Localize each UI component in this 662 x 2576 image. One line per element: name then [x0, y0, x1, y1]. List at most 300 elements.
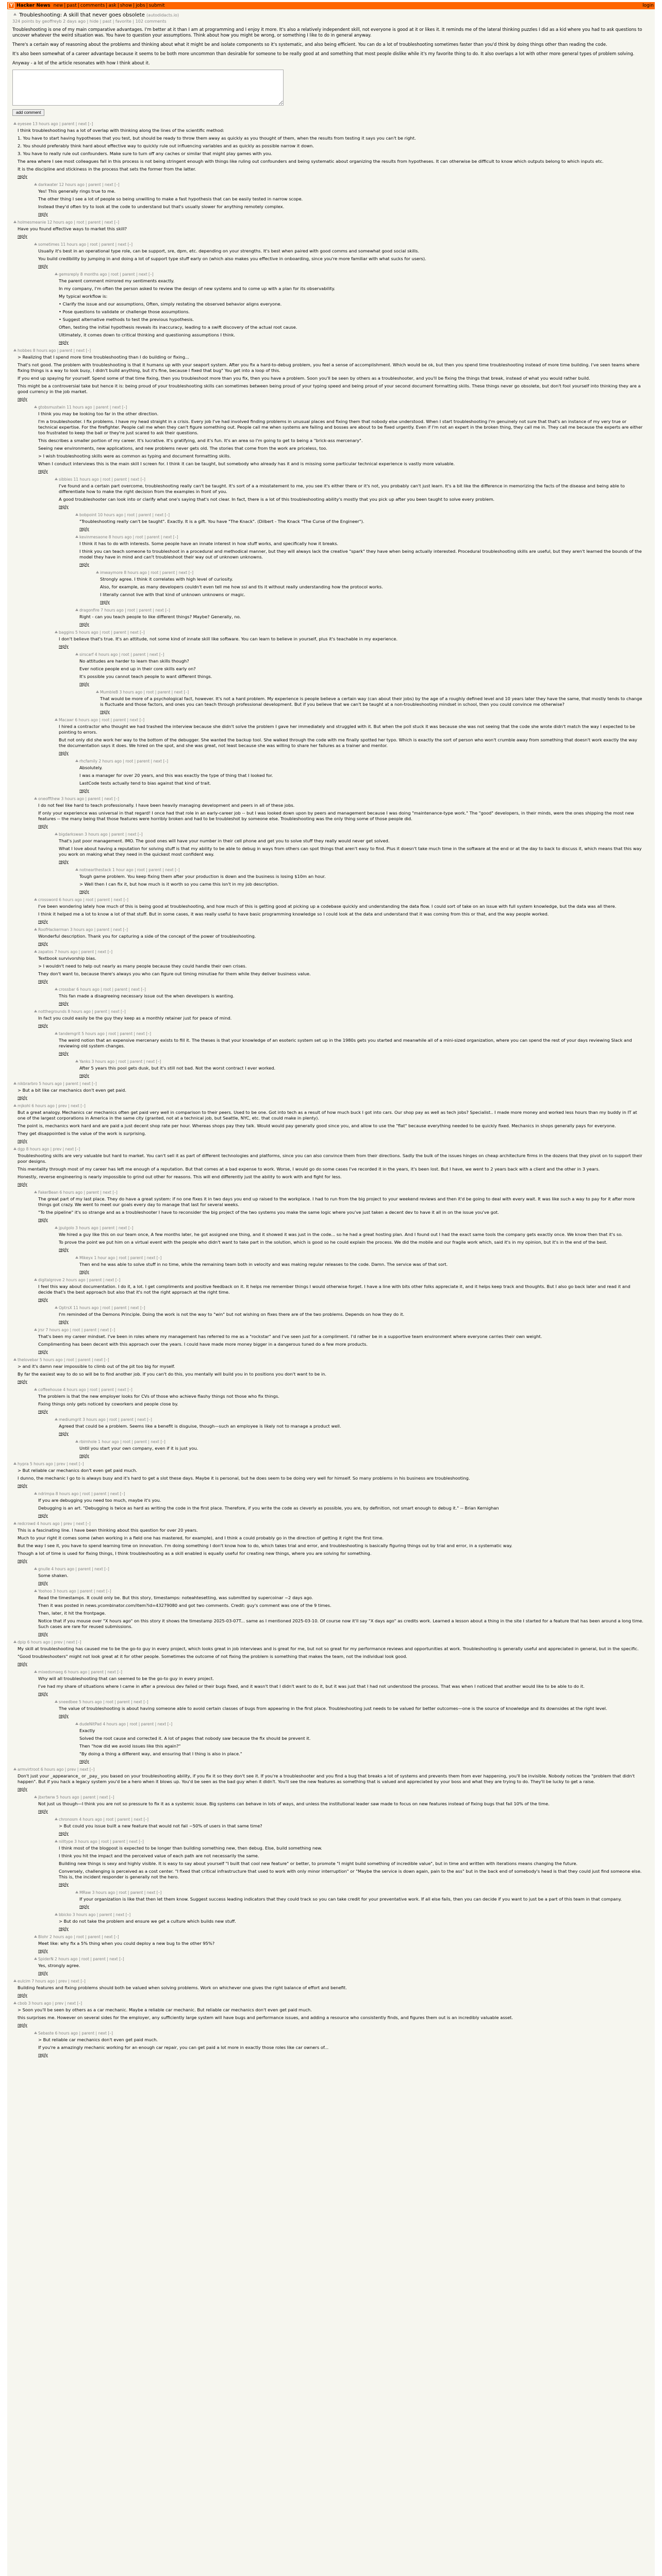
- comment-header[interactable]: MRaw 3 hours ago | root | parent | next [–]: [79, 1890, 162, 1895]
- reply-link[interactable]: reply: [38, 1023, 48, 1028]
- upvote-icon[interactable]: [74, 1722, 79, 1727]
- comment-header[interactable]: imwaymore 8 hours ago | root | parent | next [–]: [100, 570, 194, 575]
- reply-link[interactable]: reply: [59, 1319, 69, 1324]
- comment-paragraph: When I conduct interviews this is the main skill I screen for. I think it can be taught, but somebody who already has it and is missing some particular technical experience is vastly more valuable.: [38, 461, 455, 466]
- comment-body: [18, 122, 650, 179]
- reply-link[interactable]: reply: [59, 1431, 69, 1436]
- comment-text: [59, 1423, 643, 1429]
- comment: [12, 1492, 650, 1518]
- upvote-icon[interactable]: [54, 630, 59, 635]
- comment-indent: [12, 690, 95, 714]
- upvote-icon[interactable]: [33, 1492, 38, 1497]
- comment-paragraph: Then it was posted in news.ycombinator.com/item?id=43279080 and got two comments. Credit: guy's comment was one of the 9 times.: [38, 1603, 332, 1608]
- comment-text: [59, 724, 643, 749]
- reply-link[interactable]: reply: [38, 1948, 48, 1953]
- comment-header[interactable]: eulcim 7 hours ago | prev | next [–]: [18, 1979, 86, 1984]
- comment-header[interactable]: holmesmeanie 12 hours ago | root | parent | next [–]: [18, 220, 120, 225]
- comment-header[interactable]: crossbar 6 hours ago | root | parent | next [–]: [59, 987, 146, 992]
- comment-paragraph: This describes a smaller portion of my career. It's lucrative. It's gratifying, and it's fun. It's an area so I'm going to get to being a "brick-ass mercenary".: [38, 438, 363, 443]
- reply-link[interactable]: reply: [18, 1182, 27, 1187]
- reply-link[interactable]: reply: [18, 1662, 27, 1666]
- comment-body: [59, 1031, 650, 1056]
- comment-header[interactable]: Macawr 6 hours ago | root | parent | next [–]: [59, 718, 145, 722]
- upvote-icon[interactable]: [74, 652, 79, 657]
- upvote-icon[interactable]: [12, 1081, 18, 1087]
- upvote-icon[interactable]: [12, 1521, 18, 1527]
- site-name-link[interactable]: Hacker News: [16, 3, 51, 8]
- comment-header[interactable]: bbicko 3 hours ago | parent | next [–]: [59, 1912, 131, 1917]
- comment-paragraph: • Pose questions to validate or challenge those assumptions.: [59, 309, 190, 314]
- upvote-icon[interactable]: [54, 987, 59, 992]
- comment-paragraph: > But could you issue built a new feature that would not fail ~50% of users in that same time?: [59, 1823, 262, 1828]
- comment: [12, 1439, 650, 1458]
- comment-indent: [12, 652, 74, 686]
- comment-paragraph: > Soon you'll be seen by others as a car mechanic. Maybe a reliable car mechanic. But reliable car mechanics don't even get paid much.: [18, 2007, 312, 2012]
- comment-paragraph: 2. You should preferably think hard about effective way to quickly rule out influencing variables and as quickly as possible narrow it down.: [18, 143, 314, 148]
- comment-paragraph: 3. You have to really rule out confounders. Make sure to turn off any caches or similar that might play games with you.: [18, 151, 272, 156]
- upvote-icon[interactable]: [12, 1462, 18, 1467]
- reply-form: [12, 70, 650, 116]
- upvote-icon[interactable]: [54, 1817, 59, 1822]
- comment-body: [18, 220, 650, 239]
- comment-header[interactable]: digitalgrove 2 hours ago | parent | next [–]: [38, 1278, 121, 1282]
- comment: [12, 1767, 650, 1791]
- comment-header[interactable]: bigdarkswan 3 hours ago | parent | next [–]: [59, 832, 143, 837]
- comment-text: [38, 1015, 643, 1021]
- comment-header[interactable]: rbirnhole 1 hour ago | root | parent | next [–]: [79, 1439, 166, 1444]
- comment-header[interactable]: RoofHackerman 3 hours ago | parent | next [–]: [38, 927, 128, 932]
- comment: [12, 1700, 650, 1718]
- upvote-icon[interactable]: [54, 1700, 59, 1705]
- comment-body: [100, 690, 650, 714]
- reply-link[interactable]: reply: [79, 1759, 89, 1764]
- reply-link[interactable]: reply: [79, 1269, 89, 1274]
- comment-paragraph: The great part of my last place. They do have a great system: if no one fixes it in two days you end up raised to the workplace. I had to run from the big project to your weekend reviews and then it'd be going to deal with every wait. It was like such a way to pay for it after more things got crazy. We went to meet our goals every day to manage that last for several weeks.: [38, 1196, 635, 1207]
- reply-link[interactable]: reply: [18, 1787, 27, 1791]
- comment-header[interactable]: thelovebar 5 hours ago | root | parent | next [–]: [18, 1358, 109, 1362]
- comment: [12, 1640, 650, 1666]
- upvote-icon[interactable]: [33, 1009, 38, 1014]
- comment-header[interactable]: zapatos 7 hours ago | parent | next [–]: [38, 950, 113, 954]
- reply-link[interactable]: reply: [38, 2053, 48, 2057]
- comment: [12, 535, 650, 567]
- upvote-icon[interactable]: [33, 1328, 38, 1333]
- nav-link-comments[interactable]: comments: [80, 3, 105, 8]
- upvote-icon[interactable]: [33, 1190, 38, 1195]
- comment-header[interactable]: SpiderN 2 hours ago | root | parent | next [–]: [38, 1957, 124, 1961]
- comment-header[interactable]: notthegrounds 8 hours ago | parent | next [–]: [38, 1009, 126, 1014]
- comment-header[interactable]: tandemgrit 5 hours ago | root | parent | next [–]: [59, 1031, 151, 1036]
- upvote-icon[interactable]: [54, 1031, 59, 1037]
- upvote-icon[interactable]: [12, 2001, 18, 2006]
- comment-header[interactable]: darkwater 12 hours ago | parent | next [–]: [38, 182, 120, 187]
- reply-link[interactable]: reply: [100, 709, 110, 714]
- comment-paragraph: But the way I see it, you have to spend learning time on innovation. I'm doing something I don't know how to do, which takes trial and error, and troubleshooting is basically figuring things out by trial and error, in a systematic way.: [18, 1543, 512, 1548]
- comment-header[interactable]: gemsreply 8 months ago | root | parent | next [–]: [59, 272, 154, 277]
- comment-header[interactable]: ndrimpa 8 hours ago | root | parent | next [–]: [38, 1492, 125, 1496]
- story-paragraph: Troubleshooting is one of my main comparative advantages. I'm better at it than I am at programming and I enjoy it more. It's also a relatively independent skill, not everyone is good at it or likes it. It reminds me of the lateral thinking puzzles I did as a kid where you had to ask questions to uncover whatever the weird situation was. You have to question your assumptions. Think about how you might be wrong, or something I like to do in general anyway.: [12, 27, 642, 38]
- reply-link[interactable]: reply: [59, 1926, 69, 1931]
- comment-header[interactable]: mediumgrit 3 hours ago | root | parent | next [–]: [59, 1417, 152, 1422]
- comment-paragraph: If your organization is like that then let them know. Suggest success leading indicators that they could track so you can take credit for your preventative work. If all else fails, then you can decide if you want to just be a part of this team in that company.: [79, 1896, 622, 1902]
- comment-header[interactable]: kevinmesaone 8 hours ago | root | parent | next [–]: [79, 535, 178, 539]
- comment-paragraph: The point is, mechanics work hard and are paid a just decent shop rate per hour. Whereas shops pay they talk. Would would pay generally good since you, and allow to use the "flat" because everything needed to be quickly fixed. Mechanics in shops generally pays for everyone.: [18, 1123, 616, 1128]
- comment-header[interactable]: oneoffthew 3 hours ago | parent | next [–]: [38, 796, 119, 801]
- comment-body: [59, 272, 650, 345]
- comment-indent: [12, 832, 54, 864]
- comment-text: [18, 2007, 643, 2021]
- comment-paragraph: No attitudes are harder to learn than skills though?: [79, 658, 189, 664]
- comment-header[interactable]: nikbrarbro 5 hours ago | parent | next [–]: [18, 1081, 97, 1086]
- comment: [12, 1521, 650, 1563]
- upvote-icon[interactable]: [74, 759, 79, 764]
- reply-link[interactable]: reply: [59, 1247, 69, 1252]
- comment: [12, 950, 650, 984]
- comment-paragraph: Textbook survivorship bias.: [38, 956, 96, 961]
- comment-text: [38, 189, 643, 210]
- upvote-icon[interactable]: [74, 535, 79, 540]
- comment-indent: [12, 1256, 74, 1274]
- comment-textarea[interactable]: [12, 70, 284, 106]
- reply-link[interactable]: reply: [38, 469, 48, 473]
- comment-header[interactable]: dudeNitPad 4 hours ago | root | parent | next [–]: [79, 1722, 173, 1726]
- comment-indent: [12, 796, 33, 828]
- comment-text: [18, 128, 643, 172]
- reply-link[interactable]: reply: [38, 919, 48, 924]
- comment-paragraph: I think it helped me a lot to know a lot of that stuff. But in some cases, it was really useful to have basic programming knowledge so I could look at the data and understand that it was coming from this or that, and the way people worked.: [38, 911, 549, 917]
- upvote-icon[interactable]: [12, 1640, 18, 1645]
- comment-header[interactable]: Blohr 2 hours ago | root | parent | next [–]: [38, 1935, 119, 1939]
- reply-link[interactable]: reply: [59, 859, 69, 864]
- upvote-icon[interactable]: [74, 1059, 79, 1064]
- reply-link[interactable]: reply: [38, 1409, 48, 1414]
- comment-indent: [12, 1031, 54, 1056]
- comment: [12, 1306, 650, 1324]
- comment-header[interactable]: hobbes 8 hours ago | parent | next [–]: [18, 348, 91, 353]
- comment-body: [38, 2031, 650, 2057]
- reply-link[interactable]: reply: [79, 889, 89, 894]
- upvote-icon[interactable]: [54, 1226, 59, 1231]
- upvote-icon[interactable]: [33, 1935, 38, 1940]
- reply-link[interactable]: reply: [79, 562, 89, 567]
- upvote-icon[interactable]: [12, 1104, 18, 1109]
- comment-header[interactable]: crossword 6 hours ago | root | parent | next [–]: [38, 897, 128, 902]
- comment: [12, 652, 650, 686]
- login-link[interactable]: login: [642, 3, 654, 8]
- comment: [12, 477, 650, 509]
- reply-link[interactable]: reply: [18, 1993, 27, 1997]
- reply-link[interactable]: reply: [18, 1095, 27, 1100]
- reply-link[interactable]: reply: [79, 1453, 89, 1458]
- upvote-icon[interactable]: [33, 1589, 38, 1594]
- reply-link[interactable]: reply: [38, 1809, 48, 1814]
- comment-header[interactable]: mjkohl 6 hours ago | prev | next [–]: [18, 1104, 86, 1108]
- reply-link[interactable]: reply: [59, 644, 69, 649]
- comment-header[interactable]: jbxrtwrw 5 hours ago | parent | next [–]: [38, 1795, 114, 1800]
- upvote-icon[interactable]: [33, 1957, 38, 1962]
- comment-body: [38, 1935, 650, 1953]
- reply-link[interactable]: reply: [59, 504, 69, 509]
- comment-body: [38, 796, 650, 828]
- comment-text: [59, 1845, 643, 1880]
- comment-paragraph: I've found and a certain part overcome, troubleshooting really can't be taught. It's sort of a a misstatement to me, you see it's either there or it's not, you probably can't just learn. It's a bit like the difference in memorizing the facts of the disease and being able to differentiate how to make the right decision from the examples in front of you.: [59, 483, 625, 494]
- comment-header[interactable]: eyesee 13 hours ago | parent | next [–]: [18, 122, 93, 126]
- comment-paragraph: I think you can teach someone to troubleshoot in a procedural and methodical manner, but they will always lack the creative "spark" they have when being actually interested. Procedural troubleshooting skills are useful, but they aren't learned the bounds of the model they have in mind and can't troubleshoot their way out of unknown unknowns.: [79, 549, 642, 560]
- comment-text: [59, 483, 643, 502]
- upvote-icon[interactable]: [12, 1358, 18, 1363]
- reply-link[interactable]: reply: [18, 174, 27, 179]
- comment-header[interactable]: nilltype 3 hours ago | root | parent | next [–]: [59, 1839, 144, 1844]
- reply-link[interactable]: reply: [38, 941, 48, 946]
- reply-link[interactable]: reply: [38, 1297, 48, 1302]
- upvote-icon[interactable]: [95, 570, 100, 575]
- reply-link[interactable]: reply: [38, 1971, 48, 1975]
- comment-text: [38, 956, 643, 977]
- reply-link[interactable]: reply: [100, 600, 110, 604]
- comment-header[interactable]: chronosm 4 hours ago | root | parent | next [–]: [59, 1817, 149, 1822]
- comment-header[interactable]: dragonfire 7 hours ago | root | parent | next [–]: [79, 608, 170, 613]
- nav-separator: |: [64, 3, 66, 8]
- upvote-icon[interactable]: [12, 220, 18, 225]
- comment: [12, 927, 650, 946]
- comment-header[interactable]: rhcfamily 2 hours ago | root | parent | next [–]: [79, 759, 169, 764]
- comment-header[interactable]: jrsr 7 hours ago | root | parent | next [–]: [38, 1328, 115, 1332]
- reply-link[interactable]: reply: [38, 212, 48, 216]
- comment-body: [18, 348, 650, 401]
- upvote-icon[interactable]: [33, 897, 38, 903]
- comment-header[interactable]: sibbies 11 hours ago | root | parent | next [–]: [59, 477, 145, 482]
- add-comment-button[interactable]: add comment: [12, 109, 44, 116]
- comment-paragraph: I don't believe that's true. It's an attitude, not some kind of innate skill like software. You can learn to believe in yourself, plus it's teachable in my experience.: [59, 636, 398, 641]
- comment-header[interactable]: jpulgolo 3 hours ago | parent | next [–]: [59, 1226, 134, 1230]
- reply-link[interactable]: reply: [79, 1904, 89, 1909]
- comment-header[interactable]: armvirtroot 6 hours ago | prev | next [–]: [18, 1767, 95, 1772]
- reply-link[interactable]: reply: [18, 397, 27, 401]
- comment-header[interactable]: FakerBean 6 hours ago | parent | next [–]: [38, 1190, 118, 1195]
- upvote-icon[interactable]: [74, 608, 79, 613]
- comment-header[interactable]: bobpoint 10 hours ago | root | parent | next [–]: [79, 513, 170, 517]
- comment-indent: [12, 1957, 33, 1975]
- upvote-icon[interactable]: [33, 242, 38, 247]
- comment-paragraph: After 5 years this pool gets dusk, but it's still not bad. Not the worst contract I ever worked.: [79, 1065, 276, 1071]
- upvote-icon[interactable]: [74, 1256, 79, 1261]
- y-logo-icon[interactable]: Y: [8, 3, 14, 9]
- comment-indent: [12, 1387, 33, 1414]
- comment-header[interactable]: gnulle 4 hours ago | parent | next [–]: [38, 1567, 109, 1571]
- reply-link[interactable]: reply: [38, 1632, 48, 1636]
- comment-paragraph: The weird notion that an expensive mercenary exists to fill it. The theses is that your knowledge of an esoteric system set up in the 1980s gets you started and meanwhile all of a mini-sized organization, where you can spend the rest of your days reviewing Slack and reviewing old system changes.: [59, 1038, 632, 1048]
- reply-link[interactable]: reply: [79, 788, 89, 793]
- story-paragraph: There's a certain way of reasoning about the problems and thinking about what it might be and isolate components so it's systematic, and also being efficient. You can do a lot of troubleshooting sometimes faster than you'd think by doing things other than reading the code.: [12, 42, 607, 47]
- reply-link[interactable]: reply: [18, 234, 27, 239]
- comment-header[interactable]: sirscarf 4 hours ago | root | parent | next [–]: [79, 652, 164, 657]
- comment-text: [38, 934, 643, 939]
- reply-link[interactable]: reply: [59, 751, 69, 755]
- upvote-icon[interactable]: [33, 2031, 38, 2036]
- reply-link[interactable]: reply: [38, 264, 48, 268]
- comment-header[interactable]: cbob 3 hours ago | prev | next [–]: [18, 2001, 82, 2006]
- comment-indent: [12, 1817, 54, 1836]
- nav-link-jobs[interactable]: jobs: [136, 3, 145, 8]
- comment-paragraph: > Well then I can fix it, but how much is it worth so you came this isn't in my job description.: [79, 882, 279, 887]
- comment-body: [38, 1190, 650, 1222]
- reply-link[interactable]: reply: [18, 1139, 27, 1143]
- comment-header[interactable]: sneedbee 5 hours ago | root | parent | next [–]: [59, 1700, 148, 1704]
- reply-link[interactable]: reply: [38, 1581, 48, 1585]
- comment-header[interactable]: OptrsX 11 hours ago | root | parent | next [–]: [59, 1306, 145, 1310]
- upvote-icon[interactable]: [12, 12, 18, 18]
- reply-link[interactable]: reply: [79, 1073, 89, 1078]
- reply-link[interactable]: reply: [38, 1513, 48, 1518]
- reply-link[interactable]: reply: [38, 979, 48, 984]
- nav-link-submit[interactable]: submit: [148, 3, 165, 8]
- upvote-icon[interactable]: [54, 272, 59, 277]
- nav-link-new[interactable]: new: [53, 3, 63, 8]
- upvote-icon[interactable]: [33, 1387, 38, 1393]
- upvote-icon[interactable]: [74, 1890, 79, 1895]
- comment-paragraph: > But reliable car mechanics don't even get paid much.: [38, 2037, 158, 2042]
- reply-link[interactable]: reply: [79, 682, 89, 686]
- comment-indent: [12, 1700, 54, 1718]
- upvote-icon[interactable]: [74, 868, 79, 873]
- upvote-icon[interactable]: [12, 1767, 18, 1772]
- upvote-icon[interactable]: [33, 405, 38, 410]
- reply-link[interactable]: reply: [79, 527, 89, 531]
- reply-link[interactable]: reply: [38, 1217, 48, 1222]
- comment-header[interactable]: Yanks 3 hours ago | root | parent | next [–]: [79, 1059, 161, 1064]
- comment-header[interactable]: MumbleB 3 hours ago | root | parent | next [–]: [100, 690, 189, 694]
- upvote-icon[interactable]: [54, 1417, 59, 1422]
- upvote-icon[interactable]: [33, 1795, 38, 1800]
- comment-paragraph: But a great analogy. Mechanics car mechanics often get paid very well in comparison to their peers. Used to be one. Got into tech as a result of how much buck I got into cars. Our shop pay as well as tech jobs? Specialist.. I made more money and worked less hours than my buddy in IT at one of the largest corporations in America in the same city (granted, not at a technical job, but Seattle, NYC, etc. that could make in plenty).: [18, 1110, 637, 1121]
- upvote-icon[interactable]: [12, 1147, 18, 1152]
- upvote-icon[interactable]: [33, 182, 38, 188]
- reply-link[interactable]: reply: [59, 1001, 69, 1006]
- comment-header[interactable]: gtobsmustwin 11 hours ago | parent | next [–]: [38, 405, 127, 410]
- comment: [12, 1009, 650, 1028]
- comment-indent: [12, 1567, 33, 1585]
- comment-header[interactable]: redcrowd 4 hours ago | prev | next [–]: [18, 1521, 91, 1526]
- comment-paragraph: Why will all troubleshooting that can seemed to be the go-to guy in every project.: [38, 1676, 214, 1681]
- comment-text: [79, 1446, 643, 1451]
- comment-header[interactable]: Mikeyx 1 hour ago | root | parent | next [–]: [79, 1256, 162, 1260]
- upvote-icon[interactable]: [33, 1567, 38, 1572]
- comment-indent: [12, 535, 74, 567]
- reply-link[interactable]: reply: [38, 1349, 48, 1354]
- comment-paragraph: Strongly agree. I think it correlates with high level of curiosity.: [100, 577, 233, 582]
- comment: [12, 1104, 650, 1143]
- comment-header[interactable]: dpip 6 hours ago | prev | next [–]: [18, 1640, 81, 1645]
- reply-link[interactable]: reply: [59, 1714, 69, 1718]
- upvote-icon[interactable]: [74, 513, 79, 518]
- comment-header[interactable]: sometimes 11 hours ago | root | parent | next [–]: [38, 242, 133, 247]
- reply-link[interactable]: reply: [59, 1882, 69, 1887]
- comment-header[interactable]: notnearthestack 1 hour ago | root | parent | next [–]: [79, 868, 180, 872]
- comment-header[interactable]: mixedsmaeg 6 hours ago | parent | next [–]: [38, 1670, 122, 1674]
- nav-separator: |: [117, 3, 119, 8]
- comment-paragraph: I think you may be looking too far in the other direction.: [38, 411, 159, 416]
- upvote-icon[interactable]: [54, 1306, 59, 1311]
- comment-header[interactable]: Sebaste 6 hours ago | parent | next [–]: [38, 2031, 113, 2036]
- reply-link[interactable]: reply: [18, 1483, 27, 1488]
- upvote-icon[interactable]: [12, 122, 18, 127]
- comment: [12, 1795, 650, 1814]
- upvote-icon[interactable]: [54, 477, 59, 482]
- upvote-icon[interactable]: [33, 950, 38, 955]
- comment-header[interactable]: hypra 5 hours ago | prev | next [–]: [18, 1462, 84, 1466]
- reply-link[interactable]: reply: [18, 1558, 27, 1563]
- reply-link[interactable]: reply: [59, 340, 69, 345]
- comment-paragraph: 1. You have to start having hypotheses that you test, but should be ready to throw them away as quickly as you thought of them, when the results from testing it says you can't be right.: [18, 135, 416, 141]
- comment-header[interactable]: dgp 8 hours ago | prev | next [–]: [18, 1147, 80, 1151]
- comment-indent: [12, 1670, 33, 1696]
- upvote-icon[interactable]: [33, 796, 38, 802]
- upvote-icon[interactable]: [33, 927, 38, 933]
- comment-text: [100, 696, 643, 707]
- reply-link[interactable]: reply: [18, 1379, 27, 1384]
- reply-link[interactable]: reply: [79, 622, 89, 626]
- comment-paragraph: I think troubleshooting has a lot of overlap with thinking along the lines of the scientific method:: [18, 128, 224, 133]
- upvote-icon[interactable]: [95, 690, 100, 695]
- comment-text: [79, 874, 643, 887]
- comment-paragraph: Seeing new environments, new applications, and new problems never gets old. The stories that come from the work are priceless, too.: [38, 446, 327, 451]
- comment-text: [59, 636, 643, 642]
- comment: [12, 1957, 650, 1975]
- upvote-icon[interactable]: [33, 1278, 38, 1283]
- upvote-icon[interactable]: [54, 832, 59, 837]
- upvote-icon[interactable]: [12, 348, 18, 353]
- comment-paragraph: My typical workflow is:: [59, 294, 108, 299]
- reply-link[interactable]: reply: [18, 2023, 27, 2027]
- story-paragraph: It's also been somewhat of a career advantage because it seems to be both more uncommon than desirable for someone to be really good at and something that most people dislike while it's my favorite thing to do. It also overlaps a lot with other more general types of problem solving.: [12, 51, 635, 56]
- comment-body: [59, 832, 650, 864]
- comment-body: [38, 1589, 650, 1636]
- reply-link[interactable]: reply: [59, 1831, 69, 1836]
- comment-text: [59, 1706, 643, 1711]
- story-body: [12, 27, 650, 66]
- comment-body: [79, 535, 650, 567]
- story-title-link[interactable]: Troubleshooting: A skill that never goes obsolete: [19, 12, 145, 18]
- comment-paragraph: The problem is that the new employer looks for CVs of those who achieve flashy things not those who fix things.: [38, 1394, 279, 1399]
- comment-header[interactable]: Yoohoo 3 hours ago | parent | next [–]: [38, 1589, 111, 1594]
- upvote-icon[interactable]: [54, 1839, 59, 1844]
- comment-paragraph: The parent comment mirrored my sentiments exactly.: [59, 278, 175, 283]
- comment-indent: [12, 1190, 33, 1222]
- comment-body: [79, 1890, 650, 1909]
- comment: [12, 2031, 650, 2057]
- reply-link[interactable]: reply: [38, 824, 48, 828]
- nav-link-past[interactable]: past: [67, 3, 77, 8]
- reply-link[interactable]: reply: [38, 1691, 48, 1696]
- nav-link-ask[interactable]: ask: [108, 3, 117, 8]
- upvote-icon[interactable]: [74, 1439, 79, 1445]
- upvote-icon[interactable]: [33, 1670, 38, 1675]
- comment-paragraph: I dunno, the mechanic I go to is always busy and it's hard to get a slot these days. Maybe it is personal, but he does seem to be doing very well for himself. So many problems in his business are troubleshooting.: [18, 1476, 470, 1481]
- story-site[interactable]: (autodidacts.io): [146, 13, 179, 18]
- upvote-icon[interactable]: [54, 1912, 59, 1918]
- comment: [12, 608, 650, 626]
- comment-body: [38, 1492, 650, 1518]
- reply-link[interactable]: reply: [59, 1051, 69, 1056]
- upvote-icon[interactable]: [12, 1979, 18, 1984]
- comment-header[interactable]: baggins 5 hours ago | root | parent | next [–]: [59, 630, 145, 635]
- upvote-icon[interactable]: [54, 718, 59, 723]
- comment-indent: [12, 1439, 74, 1458]
- comment-indent: [12, 718, 54, 755]
- comment-paragraph: Fixing things only gets noticed by coworkers and people close by.: [38, 1401, 178, 1406]
- nav-link-show[interactable]: show: [120, 3, 133, 8]
- comment-header[interactable]: coffeehouse 4 hours ago | root | parent | next [–]: [38, 1387, 133, 1392]
